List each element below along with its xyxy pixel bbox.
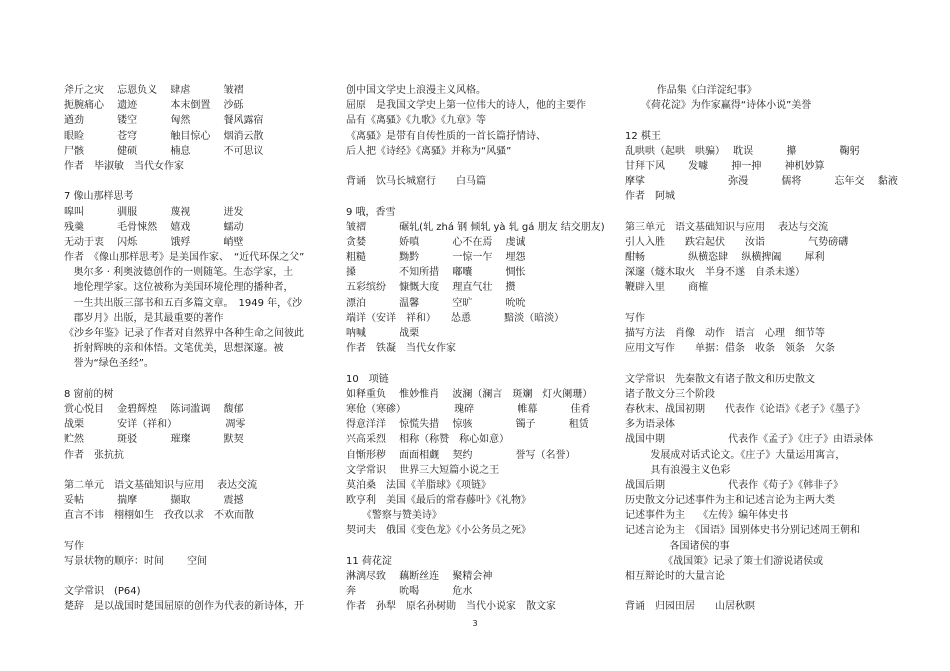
text-line: 写作 <box>64 540 84 552</box>
text-line: 奔 吮喝 危水 <box>346 586 473 598</box>
column-left <box>64 83 329 615</box>
text-line: 地伦理学家。这位被称为美国环境伦理的播种者， <box>64 282 294 294</box>
text-line: 具有浪漫主义色彩 <box>625 464 731 476</box>
text-line: 背诵 归园田居 山居秋暝 <box>625 601 755 613</box>
text-line: 欧亨利 美国《最后的常春藤叶》《礼物》 <box>346 495 531 507</box>
text-line: 乱哄哄（起哄 哄骗） 耽误 攥 鞠躬 <box>625 145 860 157</box>
blank-line <box>625 113 895 128</box>
text-line: 《离骚》是带有自传性质的一首长篇抒情诗、 <box>346 130 546 142</box>
text-line: 遒劲 镂空 匈然 餐风露宿 <box>64 115 264 127</box>
text-line: 扼腕痛心 遗迹 本末倒置 沙砾 <box>64 100 244 112</box>
text-line: 描写方法 肖像 动作 语言 心理 细节等 <box>625 328 825 339</box>
text-line: 作者 阿城 <box>625 191 675 203</box>
text-line: 文学常识 (P64) <box>64 586 141 598</box>
text-line: 背诵 饮马长城窟行 白马篇 <box>346 176 486 188</box>
text-line: 9 哦，香雪 <box>346 206 396 218</box>
text-line: 战国后期 代表作《荀子》《韩非子》 <box>625 479 844 491</box>
text-line: 楚辞 是以战国时楚国屈原的创作为代表的新诗体，开 <box>64 601 304 613</box>
text-line: 皱褶 碾轧(轧 zhá 钢 倾轧 yà 轧 gá 朋友 结交朋友) <box>346 221 605 233</box>
text-line: 兴高采烈 相称（称赞 称心如意） <box>346 434 510 446</box>
text-line: 发展成对话式论文。《庄子》大量运用寓言， <box>625 449 846 461</box>
text-line: 折射辉映的亲和体悟。文笔优美，思想深邃。被 <box>64 343 284 355</box>
text-line: 第二单元 语文基础知识与应用 表达交流 <box>64 479 258 491</box>
text-line: 尸骸 健硕 楠息 不可思议 <box>64 145 264 157</box>
text-line: 8 窗前的树 <box>64 388 114 400</box>
page-number: 3 <box>472 619 478 628</box>
text-line: 创中国文学史上浪漫主义风格。 <box>346 85 486 96</box>
text-line: 12 棋王 <box>625 130 661 142</box>
text-line: 《荷花淀》为作家赢得“诗体小说”美誉 <box>625 100 812 112</box>
text-line: 战栗 安详（祥和） 凋零 <box>64 419 246 431</box>
text-line: 奥尔多 · 利奥波德创作的一则随笔。生态学家，土 <box>64 267 294 279</box>
blank-line <box>346 356 611 371</box>
text-line: 鞭辟入里 商榷 <box>625 282 709 294</box>
blank-line <box>625 205 895 220</box>
text-line: 残羹 毛骨悚然 嬉戏 蠕动 <box>64 221 244 233</box>
blank-line <box>64 523 329 538</box>
text-line: 深邃（燧木取火 半身不遂 自杀未遂） <box>625 267 805 279</box>
blank-line <box>64 372 329 387</box>
text-line: 酣畅 纵横恣肆 纵横捭阖 犀利 <box>625 252 825 264</box>
text-line: 多为语录体 <box>625 419 675 431</box>
text-line: 斧斤之灾 忘恩负义 肆虐 皱褶 <box>64 85 244 96</box>
blank-line <box>625 356 895 371</box>
text-line: 甘拜下风 发噱 抻一抻 神机妙算 <box>625 160 825 172</box>
text-line: 眼睑 苍穹 触目惊心 烟消云散 <box>64 130 264 142</box>
blank-line <box>625 296 895 311</box>
text-line: 誉为“绿色圣经”。 <box>64 358 154 370</box>
text-line: 应用文写作 单据：借条 收条 领条 欠条 <box>625 343 835 355</box>
text-line: 五彩缤纷 慷慨大度 理直气壮 攒 <box>346 282 516 294</box>
text-line: 寒伧（寒碜） 瑰碎 帷幕 佳肴 <box>346 403 591 415</box>
text-line: 直言不讳 栩栩如生 孜孜以求 不欢而散 <box>64 510 254 522</box>
text-line: 作者 《像山那样思考》是美国作家、 “近代环保之父” <box>64 252 305 264</box>
blank-line <box>64 569 329 584</box>
text-line: 春秋末、战国初期 代表作《论语》《老子》《墨子》 <box>625 403 865 415</box>
text-line: 10 项链 <box>346 373 389 385</box>
text-line: 7 像山那样思考 <box>64 191 134 203</box>
text-line: 得意洋洋 惊慌失措 惊骇 镯子 租赁 <box>346 419 589 431</box>
text-line: 战国中期 代表作《孟子》《庄子》由语录体 <box>625 434 874 446</box>
text-line: 第三单元 语文基础知识与应用 表达与交流 <box>625 221 829 233</box>
text-line: 《沙乡年鉴》记录了作者对自然界中各种生命之间彼此 <box>64 328 304 339</box>
text-line: 记述言论为主 《国语》国别体史书分别记述周王朝和 <box>625 525 860 537</box>
text-line: 无动于衷 闪烁 饿殍 峭壁 <box>64 236 244 248</box>
text-line: 品有《离骚》《九歌》《九章》等 <box>346 115 486 127</box>
text-line: 作者 张抗抗 <box>64 449 124 461</box>
text-line: 《警察与赞美诗》 <box>346 510 442 522</box>
text-line: 贮然 斑驳 璀璨 默契 <box>64 434 244 446</box>
text-line: 莫泊桑 法国《羊脂球》《项链》 <box>346 479 491 491</box>
text-line: 如释重负 惟妙惟肖 波澜（澜言 斑斓 灯火阑珊） <box>346 388 593 400</box>
text-line: 贪婪 娇嗔 心不在焉 虔诚 <box>346 236 526 248</box>
blank-line <box>346 159 611 174</box>
text-line: 郡岁月》出版，是其最重要的著作 <box>64 312 224 324</box>
text-line: 漂泊 温馨 空旷 吮吮 <box>346 297 526 309</box>
text-line: 诸子散文分三个阶段 <box>625 388 715 400</box>
text-line: 端详（安详 祥和） 怂恿 黯淡（暗淡） <box>346 312 565 324</box>
text-line: 摩挲 弥漫 儒将 忘年交 黏液 <box>625 176 898 188</box>
text-line: 写作 <box>625 312 645 324</box>
text-line: 《战国策》记录了策士们游说诸侯或 <box>625 555 824 567</box>
blank-line <box>625 584 895 599</box>
text-line: 记述事件为主 《左传》编年体史书 <box>625 510 789 522</box>
text-line: 赏心悦目 金碧辉煌 陈词滥调 馥郁 <box>64 403 244 415</box>
blank-line <box>64 174 329 189</box>
text-line: 妥帖 揣摩 撷取 震撼 <box>64 495 244 507</box>
text-line: 各国诸侯的事 <box>625 540 730 552</box>
text-line: 呐喊 战栗 <box>346 328 420 339</box>
text-line: 引人入胜 跌宕起伏 汝诣 气势磅礴 <box>625 236 849 248</box>
blank-line <box>346 189 611 204</box>
text-line: 自惭形秽 面面相觑 契约 誉写（名誉） <box>346 449 576 461</box>
blank-line <box>346 539 611 554</box>
text-line: 写景状物的顺序：时间 空间 <box>64 555 208 567</box>
text-line: 契诃夫 俄国《变色龙》《小公务员之死》 <box>346 525 531 537</box>
column-right <box>625 83 898 615</box>
text-line: 淋漓尽致 藕断丝连 聚精会神 <box>346 571 493 582</box>
text-line: 历史散文分记述事件为主和记述言论为主两大类 <box>625 495 835 507</box>
text-line: 文学常识 先秦散文有诸子散文和历史散文 <box>625 373 815 385</box>
text-line: 粗糙 黝黔 一惊一乍 埋怨 <box>346 252 526 264</box>
text-line: 嗥叫 驯服 蔑视 迸发 <box>64 206 244 218</box>
text-line: 作者 毕淑敏 当代女作家 <box>64 160 184 172</box>
text-line: 搡 不知所措 嘟囔 惆怅 <box>346 267 526 279</box>
text-line: 一生共出版三部书和五百多篇文章。 1949 年，《沙 <box>64 297 303 309</box>
text-line: 屈原 是我国文学史上第一位伟大的诗人，他的主要作 <box>346 100 586 112</box>
text-line: 相互辩论时的大量言论 <box>625 571 725 582</box>
text-line: 文学常识 世界三大短篇小说之王 <box>346 464 500 476</box>
blank-line <box>64 463 329 478</box>
text-line: 作者 铁凝 当代女作家 <box>346 343 456 355</box>
text-line: 后人把《诗经》《离骚》并称为“风骚” <box>346 145 512 157</box>
column-middle <box>346 83 611 615</box>
text-line: 作品集《白洋淀纪事》 <box>625 85 757 96</box>
text-line: 作者 孙犁 原名孙树勋 当代小说家 散文家 <box>346 601 556 613</box>
text-line: 11 荷花淀 <box>346 555 392 567</box>
